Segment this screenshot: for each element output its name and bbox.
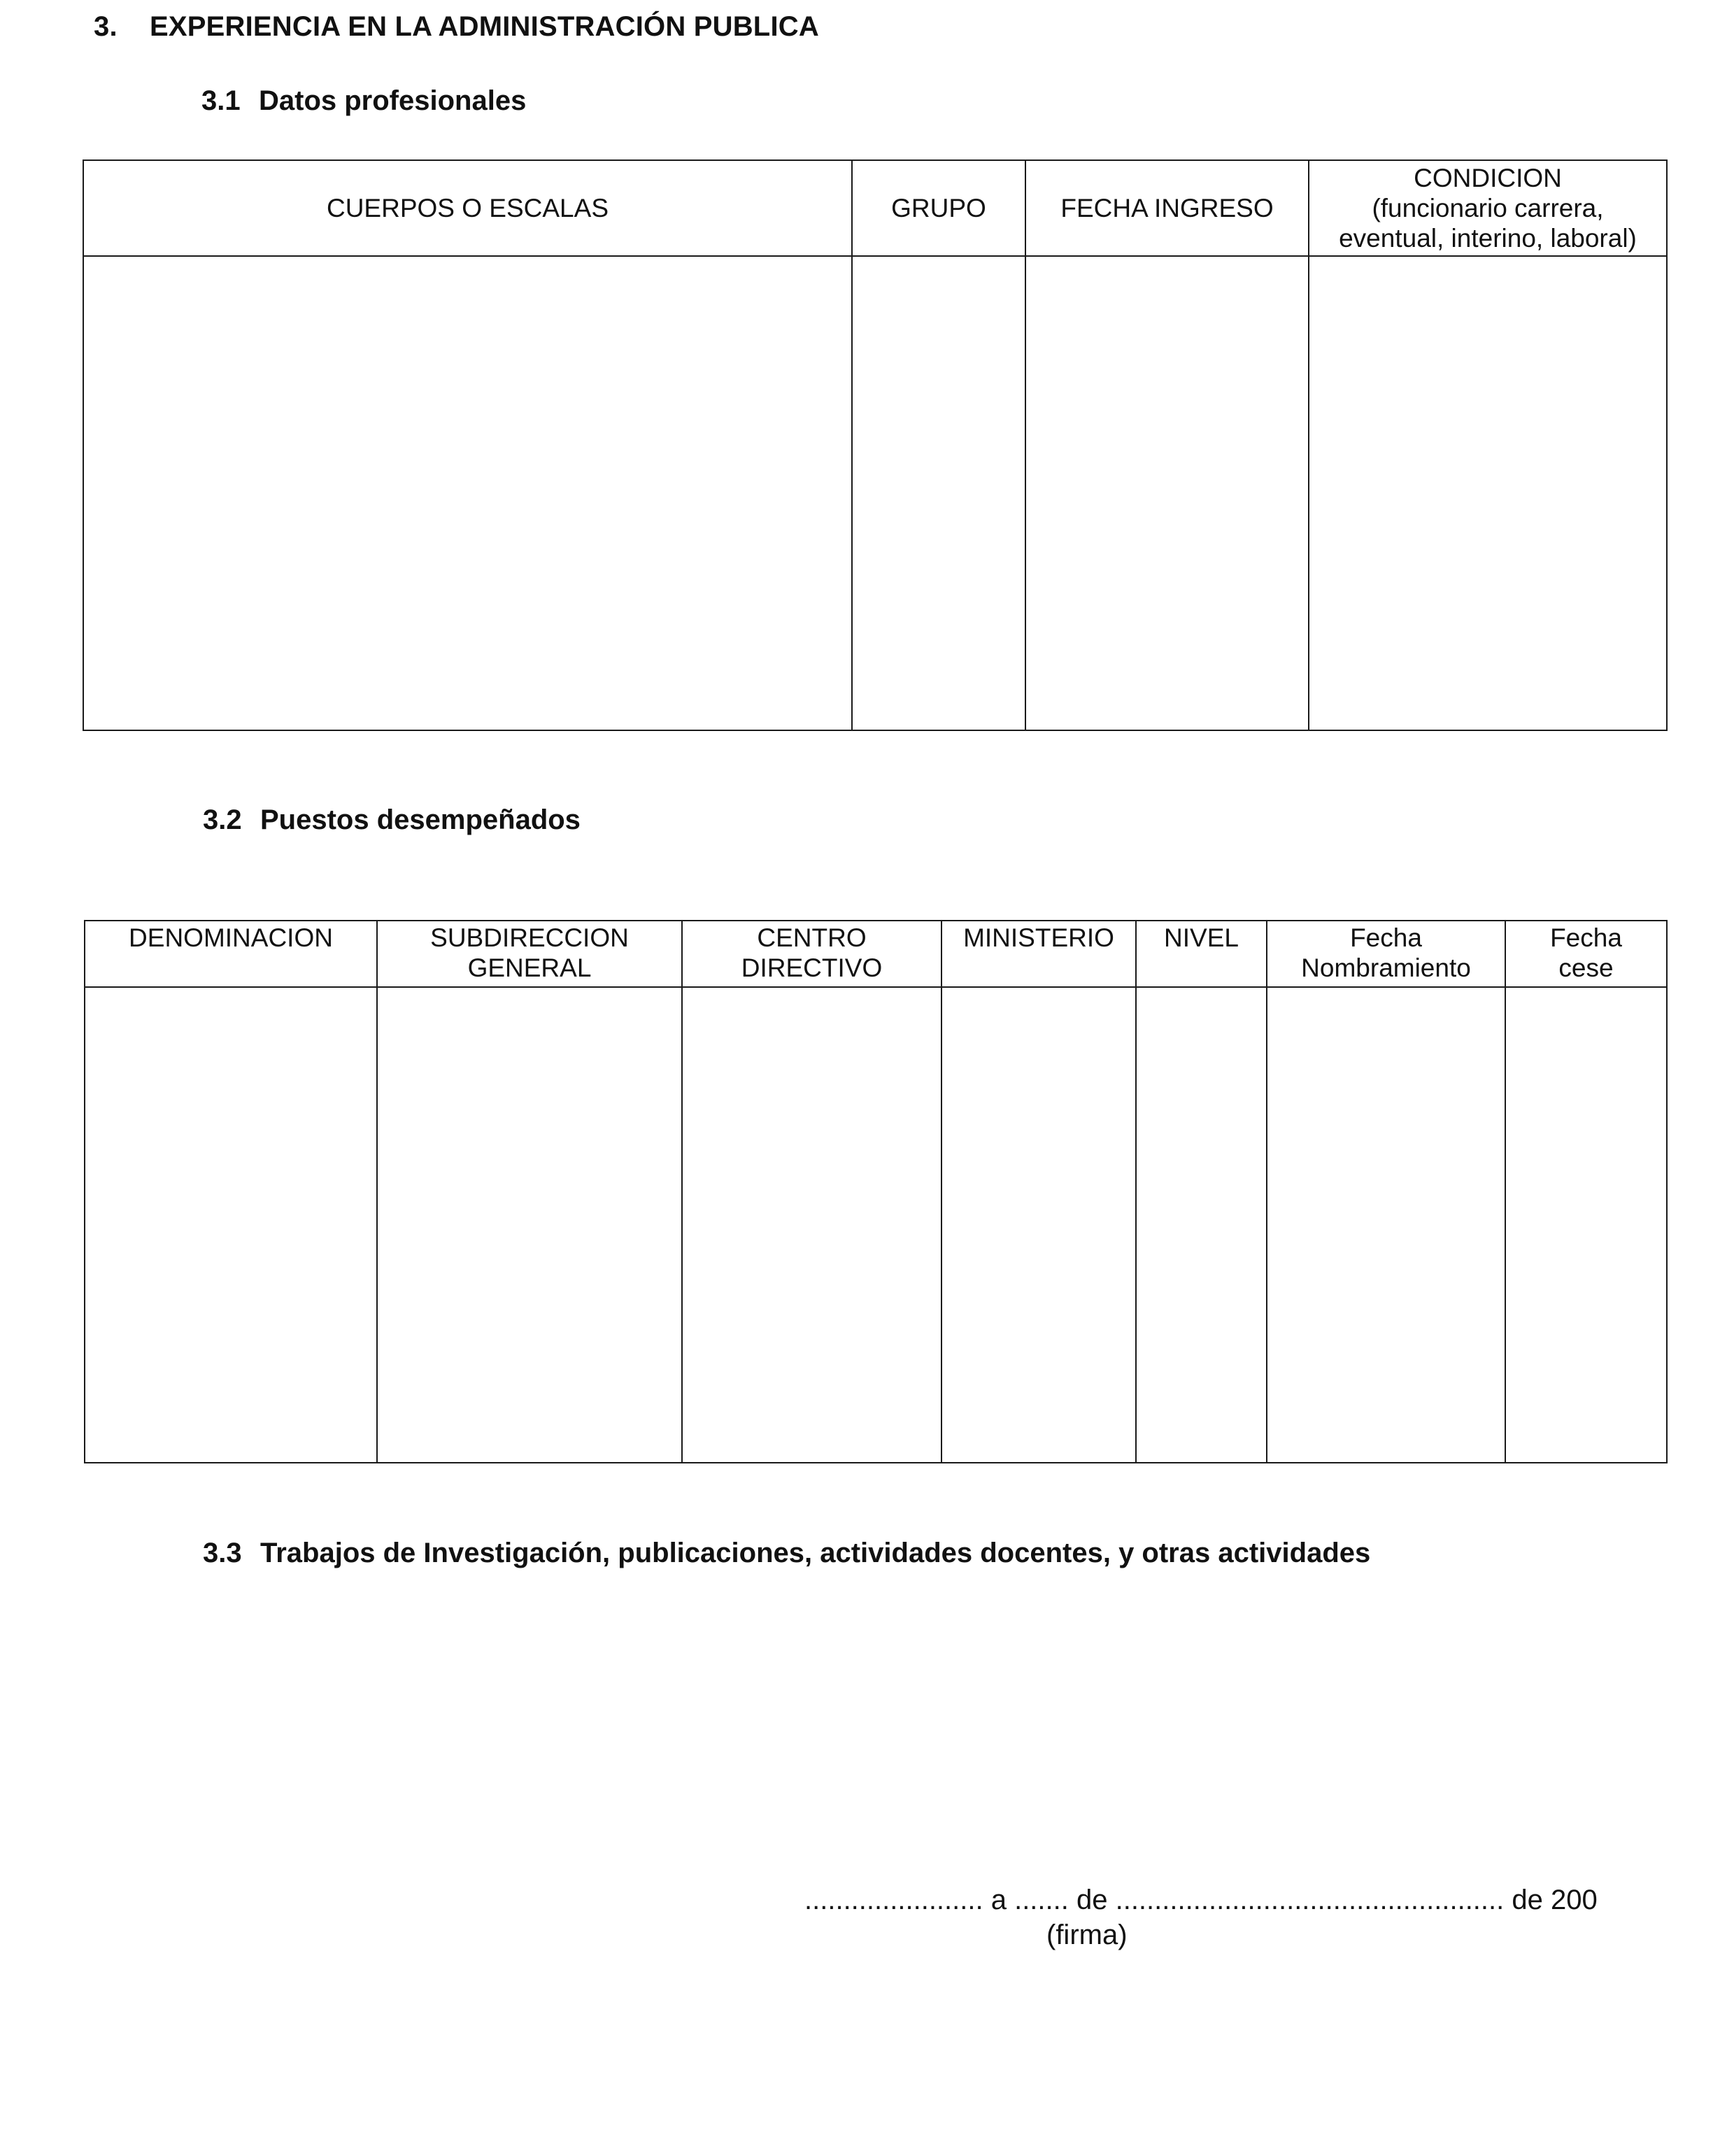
signature-date-line[interactable]: ....................... a ....... de .................................................. de 200 [804,1885,1598,1915]
research-activities-area[interactable] [203,1595,1665,1847]
input-cell-fecha-nombramiento[interactable] [1267,987,1505,1463]
column-header-condicion [1309,160,1667,256]
subsection-title: Puestos desempeñados [260,804,581,835]
table-row [83,256,1667,730]
professional-data-table [83,159,1668,731]
condicion-title: CONDICION [1414,164,1562,192]
positions-table [84,920,1668,1463]
input-cell-ministerio[interactable] [941,987,1136,1463]
input-cell-denominacion[interactable] [85,987,377,1463]
subsection-number: 3.3 [203,1538,242,1568]
column-header-grupo: GRUPO [852,160,1025,256]
subsection-number: 3.1 [201,85,241,116]
column-header-subdireccion: SUBDIRECCION GENERAL [377,921,682,987]
table-header-row [83,160,1667,256]
column-header-ministerio: MINISTERIO [941,921,1136,987]
column-header-cuerpos: CUERPOS O ESCALAS [83,160,852,256]
column-header-centro: CENTRO DIRECTIVO [682,921,941,987]
column-header-fecha-ingreso: FECHA INGRESO [1025,160,1309,256]
column-header-fecha-cese: Fecha cese [1505,921,1667,987]
input-cell-condicion[interactable] [1309,256,1667,730]
subsection-number: 3.2 [203,804,242,835]
section-heading [94,11,819,43]
table-row [85,987,1667,1463]
column-header-nivel: NIVEL [1136,921,1267,987]
subsection-heading-3-3 [203,1538,1370,1569]
subsection-heading-3-2 [203,804,581,836]
input-cell-grupo[interactable] [852,256,1025,730]
subsection-title: Trabajos de Investigación, publicaciones, actividades docentes, y otras actividades [260,1538,1371,1568]
column-header-fecha-nombramiento: Fecha Nombramiento [1267,921,1505,987]
input-cell-fecha-cese[interactable] [1505,987,1667,1463]
subsection-heading-3-1 [201,85,526,117]
section-title: EXPERIENCIA EN LA ADMINISTRACIÓN PUBLICA [150,11,819,42]
input-cell-cuerpos[interactable] [83,256,852,730]
condicion-line1: (funcionario carrera, [1372,194,1604,222]
table-header-row [85,921,1667,987]
input-cell-nivel[interactable] [1136,987,1267,1463]
condicion-line2: eventual, interino, laboral) [1339,224,1637,253]
column-header-denominacion: DENOMINACION [85,921,377,987]
subsection-title: Datos profesionales [259,85,527,116]
signature-label: (firma) [1046,1920,1128,1950]
input-cell-fecha-ingreso[interactable] [1025,256,1309,730]
input-cell-centro[interactable] [682,987,941,1463]
section-number: 3. [94,11,118,42]
input-cell-subdireccion[interactable] [377,987,682,1463]
